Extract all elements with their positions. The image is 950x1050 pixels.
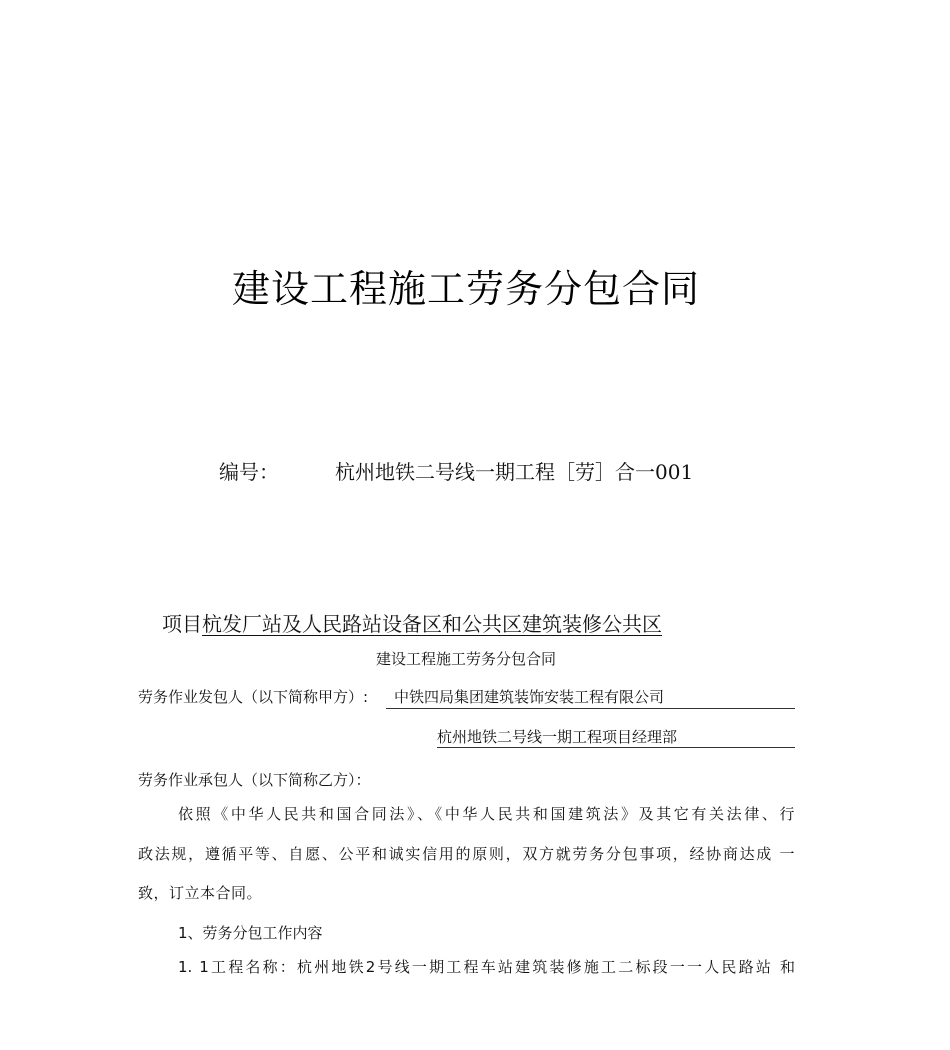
party-a-department-underline — [437, 747, 795, 748]
project-label: 项目 — [162, 612, 202, 636]
preamble-line-1: 依照《中华人民共和国合同法》、《中华人民共和国建筑法》及其它有关法律、行 — [178, 805, 795, 823]
section-heading: 1、劳务分包工作内容 — [178, 924, 323, 942]
party-b-label: 劳务作业承包人（以下简称乙方）： — [138, 771, 371, 789]
party-a-department: 杭州地铁二号线一期工程项目经理部 — [437, 728, 678, 746]
party-a-name: 中铁四局集团建筑装饰安装工程有限公司 — [394, 688, 665, 706]
section-item: 1. 1工程名称：杭州地铁2号线一期工程车站建筑装修施工二标段一一人民路站 和 — [178, 958, 795, 976]
contract-subtitle: 建设工程施工劳务分包合同 — [375, 650, 556, 668]
project-line — [162, 608, 662, 637]
party-a-label: 劳务作业发包人（以下简称甲方）: — [138, 688, 369, 706]
document-title: 建设工程施工劳务分包合同 — [231, 267, 700, 311]
project-name: 杭发厂站及人民路站设备区和公共区建筑装修公共区 — [202, 612, 662, 636]
preamble-line-2: 政法规，遵循平等、自愿、公平和诚实信用的原则，双方就劳务分包事项，经协商达成 一 — [138, 845, 795, 863]
preamble-line-3: 致，订立本合同。 — [138, 884, 263, 902]
contract-number-label: 编号： — [219, 460, 279, 484]
contract-number-value: 杭州地铁二号线一期工程［劳］合一001 — [335, 460, 694, 484]
party-a-name-underline — [386, 708, 795, 709]
